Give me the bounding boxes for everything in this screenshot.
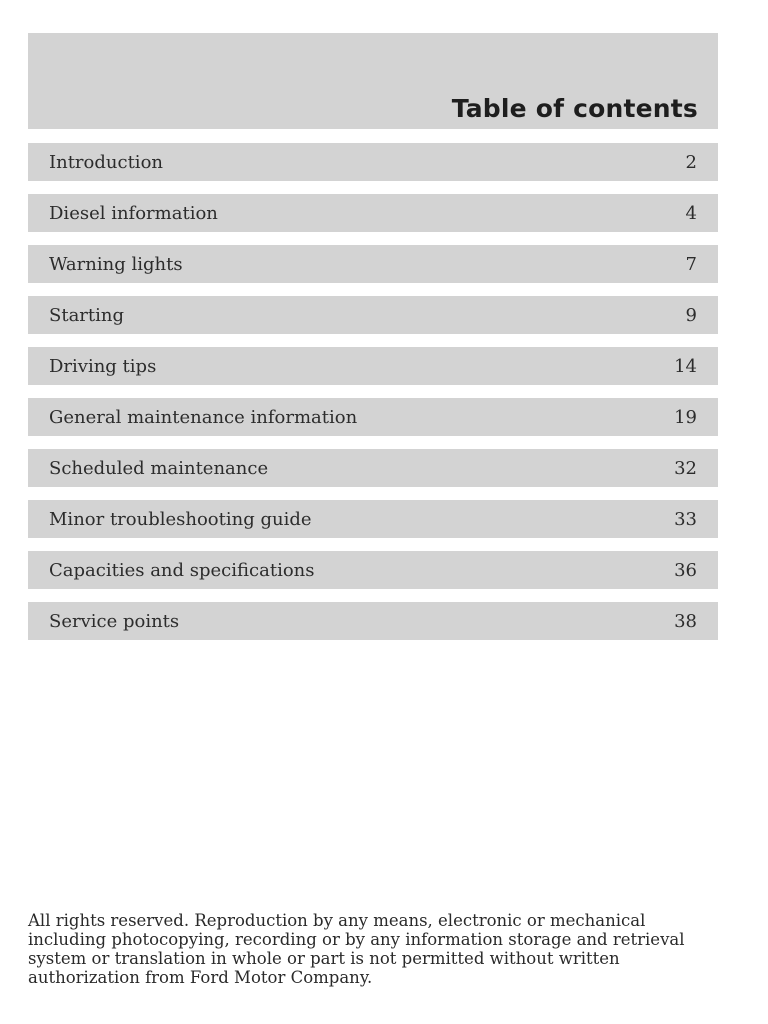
page-title: Table of contents bbox=[451, 94, 698, 123]
toc-entry-label: Starting bbox=[49, 304, 125, 326]
toc-entry-diesel-information[interactable] bbox=[28, 194, 718, 232]
toc-entry-page-number: 7 bbox=[685, 253, 697, 275]
toc-entry-starting[interactable] bbox=[28, 296, 718, 334]
toc-entry-service-points[interactable] bbox=[28, 602, 718, 640]
copyright-line: All rights reserved. Reproduction by any means, electronic or mechanical bbox=[28, 911, 646, 930]
copyright-line: including photocopying, recording or by any information storage and retrieval bbox=[28, 930, 685, 949]
title-band bbox=[28, 33, 718, 129]
toc-entry-page-number: 36 bbox=[674, 559, 697, 581]
toc-entry-label: Driving tips bbox=[49, 355, 157, 377]
toc-entry-introduction[interactable] bbox=[28, 143, 718, 181]
toc-entry-label: Scheduled maintenance bbox=[49, 457, 269, 479]
copyright-line: system or translation in whole or part is not permitted without written bbox=[28, 949, 620, 968]
toc-entry-label: Minor troubleshooting guide bbox=[49, 508, 312, 530]
toc-entry-label: Capacities and specifications bbox=[49, 559, 315, 581]
toc-entry-page-number: 9 bbox=[685, 304, 697, 326]
toc-entry-page-number: 14 bbox=[674, 355, 697, 377]
table-of-contents bbox=[28, 143, 718, 640]
toc-entry-page-number: 38 bbox=[674, 610, 697, 632]
toc-entry-page-number: 19 bbox=[674, 406, 697, 428]
toc-entry-label: Warning lights bbox=[49, 253, 183, 275]
toc-entry-label: General maintenance information bbox=[49, 406, 358, 428]
toc-entry-label: Service points bbox=[49, 610, 180, 632]
toc-entry-general-maintenance[interactable] bbox=[28, 398, 718, 436]
toc-entry-minor-troubleshooting[interactable] bbox=[28, 500, 718, 538]
toc-entry-warning-lights[interactable] bbox=[28, 245, 718, 283]
toc-entry-label: Introduction bbox=[49, 151, 163, 173]
toc-entry-label: Diesel information bbox=[49, 202, 218, 224]
toc-entry-page-number: 4 bbox=[685, 202, 697, 224]
copyright-line: authorization from Ford Motor Company. bbox=[28, 968, 373, 987]
toc-entry-page-number: 33 bbox=[674, 508, 697, 530]
toc-entry-page-number: 2 bbox=[685, 151, 697, 173]
toc-entry-capacities-specifications[interactable] bbox=[28, 551, 718, 589]
toc-entry-page-number: 32 bbox=[674, 457, 697, 479]
toc-entry-driving-tips[interactable] bbox=[28, 347, 718, 385]
toc-entry-scheduled-maintenance[interactable] bbox=[28, 449, 718, 487]
copyright-notice bbox=[28, 911, 728, 987]
